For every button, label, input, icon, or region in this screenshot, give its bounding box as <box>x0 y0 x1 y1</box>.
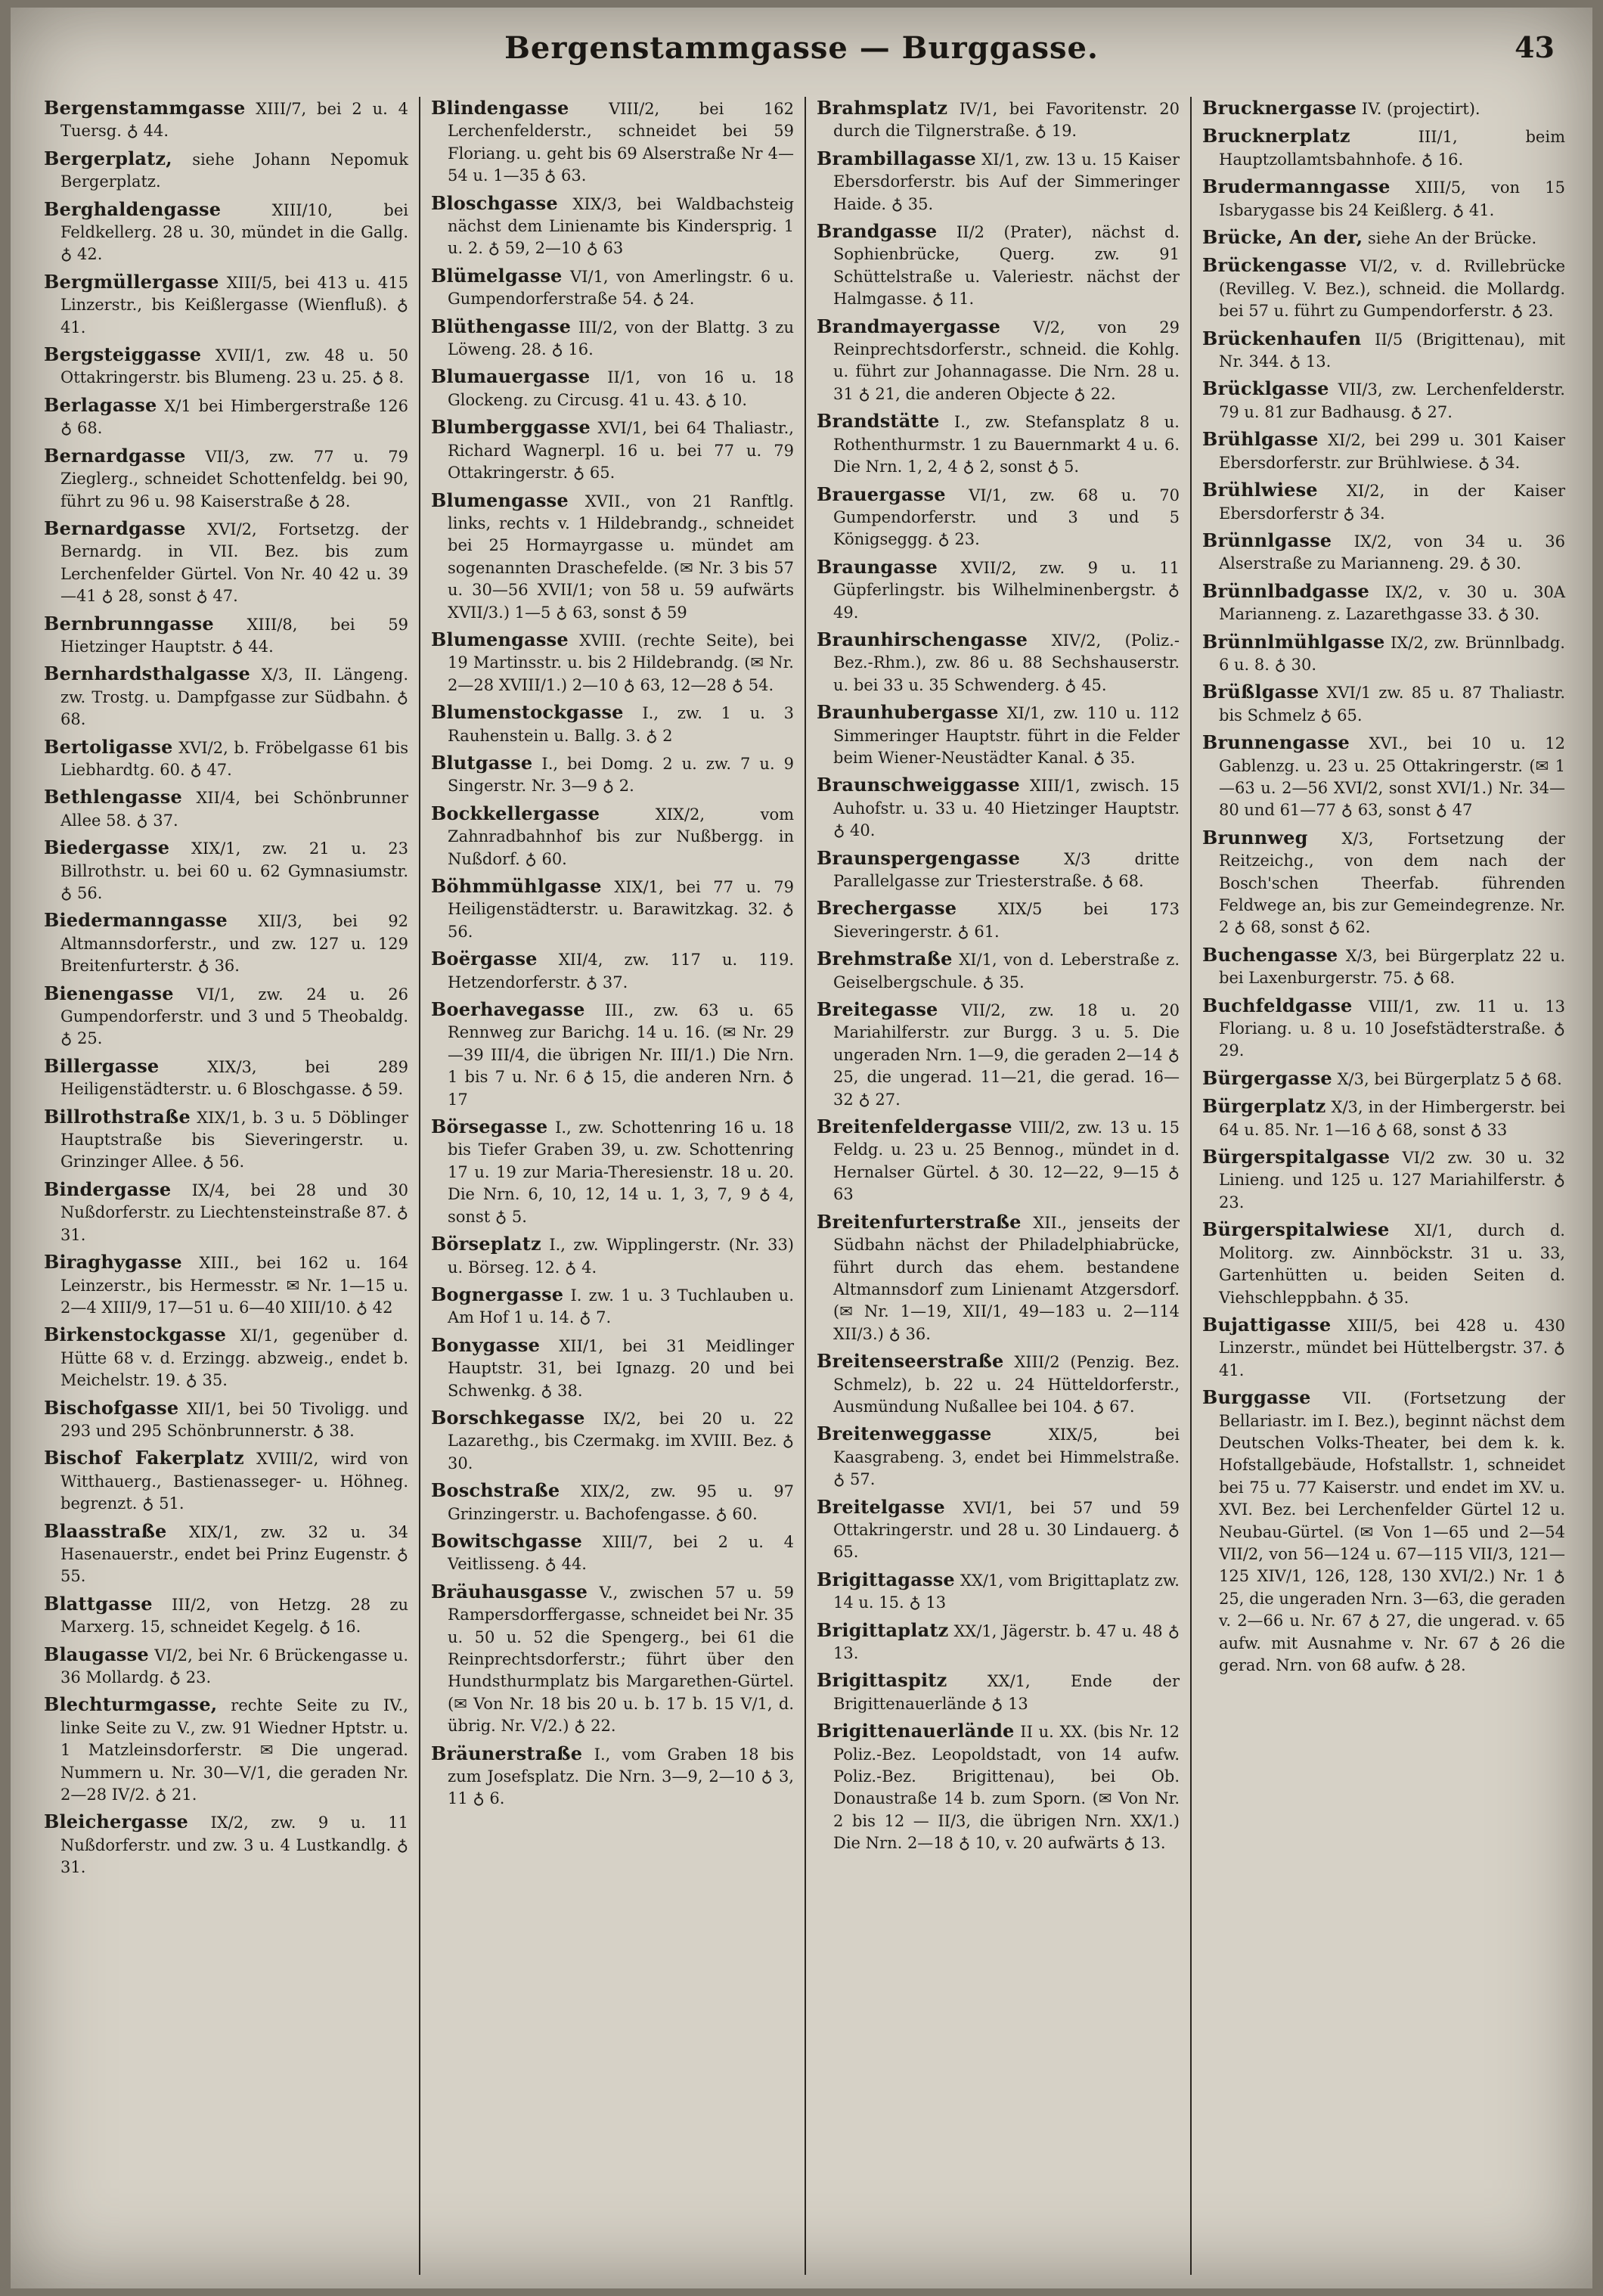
street-name: Brüßlgasse <box>1202 681 1319 703</box>
street-entry <box>44 445 408 513</box>
street-entry <box>1202 125 1565 171</box>
street-name: Brigittagasse <box>817 1568 955 1590</box>
street-description: IX/2, bei 20 u. 22 Lazarethg., bis Czermakg. im XVIII. Bez. ♁ 30. <box>448 1409 794 1472</box>
street-description: XVIII. (rechte Seite), bei 19 Martinsstr. u. bis 2 Hildebrandg. (✉ Nr. 2—28 XVIII/1.) 2—10 ♁ 63, 12—28 ♁ 54. <box>448 631 794 694</box>
street-name: Billrothstraße <box>44 1105 191 1128</box>
street-name: Brückengasse <box>1202 254 1347 277</box>
street-description: XIII/7, bei 2 u. 4 Veitlisseng. ♁ 44. <box>448 1532 794 1574</box>
street-description: XII., jenseits der Südbahn nächst der Philadelphiabrücke, führt durch das ehem. bestandene Altmannsdorf zum Linienamt Atzgersdorf. (✉ Nr. 1—19, XII/1, 49—183 u. 2—114 XII/3.) ♁ 36. <box>833 1213 1180 1343</box>
street-entry <box>817 998 1180 1111</box>
street-description: XVI., bei 10 u. 12 Gablenzg. u. 23 u. 25 Ottakringerstr. (✉ 1—63 u. 2—56 XVI/2, sonst XVI/1.) Nr. 34—80 und 61—77 ♁ 63, sonst ♁ 47 <box>1219 734 1565 820</box>
street-entry <box>44 1643 408 1689</box>
street-name: Bernardgasse <box>44 517 186 539</box>
street-entry <box>44 517 408 608</box>
street-name: Brigittaspitz <box>817 1669 947 1692</box>
street-name: Brunnengasse <box>1202 731 1350 754</box>
street-name: Breitelgasse <box>817 1495 945 1518</box>
street-entry <box>431 192 794 260</box>
street-name: Bürgergasse <box>1202 1066 1332 1089</box>
street-description: XIX/5 bei 173 Sieveringerstr. ♁ 61. <box>833 900 1180 941</box>
street-description: XIX/1, zw. 32 u. 34 Hasenauerstr., endet bei Prinz Eugenstr. ♁ 55. <box>60 1522 408 1586</box>
street-entry <box>44 1397 408 1443</box>
street-description: XI/1, von d. Leberstraße z. Geiselbergschule. ♁ 35. <box>833 951 1180 991</box>
street-description: XII/3, bei 92 Altmannsdorferstr., und zw. 127 u. 129 Breitenfurterstr. ♁ 36. <box>60 912 408 976</box>
street-entry <box>817 628 1180 697</box>
street-name: Bowitschgasse <box>431 1529 582 1552</box>
street-name: Bürgerspitalwiese <box>1202 1218 1390 1241</box>
street-description: I., zw. Wipplingerstr. (Nr. 33) u. Börseg. 12. ♁ 4. <box>448 1236 795 1277</box>
street-name: Breitegasse <box>817 998 938 1021</box>
street-name: Breitenfurterstraße <box>817 1210 1022 1233</box>
street-description: VII/3, zw. Lerchenfelderstr. 79 u. 81 zur Badhausg. ♁ 27. <box>1219 380 1565 421</box>
street-description: XIII/5, bei 413 u. 415 Linzerstr., bis Keißlergasse (Wienfluß). ♁ 41. <box>60 273 408 337</box>
street-name: Berlagasse <box>44 393 157 416</box>
street-entry <box>44 271 408 339</box>
column-1 <box>33 97 419 2275</box>
street-entry <box>431 365 794 411</box>
street-description: IX/2, zw. 9 u. 11 Nußdorferstr. und zw. 3 u. 4 Lustkandlg. ♁ 31. <box>60 1814 408 1877</box>
street-description: XVI/1, bei 64 Thaliastr., Richard Wagnerpl. 16 u. bei 77 u. 79 Ottakringerstr. ♁ 65. <box>448 419 794 482</box>
street-description: VII/3, zw. 77 u. 79 Zieglerg., schneidet Schottenfeldg. bei 90, führt zu 96 u. 98 Kaiserstraße ♁ 28. <box>60 447 409 510</box>
street-description: I., bei Domg. 2 u. zw. 7 u. 9 Singerstr. Nr. 3—9 ♁ 2. <box>448 754 794 796</box>
street-entry <box>817 1350 1180 1418</box>
street-entry <box>44 909 408 977</box>
street-name: Bienengasse <box>44 982 174 1004</box>
street-description: VI/1, zw. 24 u. 26 Gumpendorferstr. und 3 und 5 Theobaldg. ♁ 25. <box>60 985 408 1048</box>
street-entry <box>1202 944 1565 990</box>
street-name: Bergsteiggasse <box>44 343 202 366</box>
street-name: Börseplatz <box>431 1233 541 1255</box>
street-description: XVI/1, bei 57 und 59 Ottakringerstr. und 28 u. 30 Lindauerg. ♁ 65. <box>833 1498 1180 1562</box>
street-description: XX/1, vom Brigittaplatz zw. 14 u. 15. ♁ 13 <box>833 1571 1180 1612</box>
street-description: XI/1, durch d. Molitorg. zw. Ainnböckstr. 31 u. 33, Gartenhütten u. beiden Seiten d. Viehschleppbahn. ♁ 35. <box>1219 1221 1565 1307</box>
street-description: XI/1, zw. 110 u. 112 Simmeringer Hauptstr. führt in die Felder beim Wiener-Neustädter Kanal. ♁ 35. <box>833 704 1180 767</box>
street-name: Braunhirschengasse <box>817 628 1028 650</box>
street-entry <box>431 1407 794 1475</box>
street-name: Breitenweggasse <box>817 1423 992 1445</box>
street-name: Bischofgasse <box>44 1396 179 1419</box>
street-description: XII/4, zw. 117 u. 119. Hetzendorferstr. ♁ 37. <box>448 951 794 991</box>
street-description: X/3, II. Längeng. zw. Trostg. u. Dampfgasse zur Südbahn. ♁ 68. <box>60 666 408 729</box>
street-name: Brückenhaufen <box>1202 327 1362 349</box>
street-description: XIII/2 (Penzig. Bez. Schmelz), b. 22 u. 24 Hütteldorferstr., Ausmündung Nußallee bei 104. ♁ 67. <box>833 1353 1180 1416</box>
street-entry <box>1202 1146 1565 1214</box>
street-name: Braunschweiggasse <box>817 774 1020 796</box>
street-entry <box>817 1568 1180 1615</box>
street-entry <box>817 1720 1180 1854</box>
street-entry <box>1202 731 1565 822</box>
street-name: Bürgerplatz <box>1202 1095 1326 1118</box>
street-entry <box>817 1619 1180 1665</box>
street-description: VI/2 zw. 30 u. 32 Linieng. und 125 u. 127 Mariahilferstr. ♁ 23. <box>1219 1149 1565 1212</box>
street-name: Bräuhausgasse <box>431 1580 588 1603</box>
street-entry <box>44 147 408 194</box>
street-description: XI/1, zw. 13 u. 15 Kaiser Ebersdorferstr. bis Auf der Simmeringer Haide. ♁ 35. <box>833 150 1180 213</box>
street-entry <box>817 897 1180 943</box>
street-name: Biedermanngasse <box>44 909 228 932</box>
street-name: Bonygasse <box>431 1333 541 1356</box>
street-name: Bernhardsthalgasse <box>44 662 251 685</box>
street-name: Brandstätte <box>817 410 940 433</box>
street-name: Brauergasse <box>817 482 946 505</box>
street-name: Braungasse <box>817 555 938 578</box>
street-entry <box>817 847 1180 893</box>
street-entry <box>1202 226 1565 250</box>
street-name: Brucknergasse <box>1202 97 1357 119</box>
street-name: Brühlgasse <box>1202 428 1319 451</box>
street-description: XII/1, bei 50 Tivoligg. und 293 und 295 Schönbrunnerstr. ♁ 38. <box>60 1399 408 1440</box>
street-description: II/1, von 16 u. 18 Glockeng. zu Circusg. 41 u. 43. ♁ 10. <box>448 368 794 409</box>
street-entry <box>431 1742 794 1810</box>
street-entry <box>817 147 1180 216</box>
street-name: Brucknerplatz <box>1202 125 1350 147</box>
street-description: XVII/2, zw. 9 u. 11 Güpferlingstr. bis Wilhelminenbergstr. ♁ 49. <box>833 558 1180 622</box>
street-entry <box>44 1520 408 1588</box>
street-name: Brudermanngasse <box>1202 175 1391 198</box>
street-entry <box>431 1479 794 1525</box>
street-description: XI/2, in der Kaiser Ebersdorferstr ♁ 34. <box>1219 482 1565 523</box>
street-name: Böhmmühlgasse <box>431 875 602 897</box>
street-entry <box>44 1055 408 1101</box>
street-description: II u. XX. (bis Nr. 12 Poliz.-Bez. Leopoldstadt, von 14 aufw. Poliz.-Bez. Brigittenau), bei Ob. Donaustraße 14 b. zum Sporn. (✉ Von Nr. 2 bis 12 — II/3, die übrigen Nrn. XX/1.) Die Nrn. 2—18 ♁ 10, v. 20 aufwärts ♁ 13. <box>833 1723 1180 1853</box>
street-description: V., zwischen 57 u. 59 Rampersdorffergasse, schneidet bei Nr. 35 u. 50 u. 52 die Spengerg., bei 61 die Reinprechtsdorferstr.; führt über den Hundsthurmplatz bis Margarethen-Gürtel. (✉ Von Nr. 18 bis 20 u. b. 17 b. 15 V/1, d. übrig. Nr. V/2.) ♁ 22. <box>448 1583 794 1736</box>
street-description: XVII., von 21 Ranftlg. links, rechts v. 1 Hildebrandg., schneidet bei 25 Hormayrgasse u. mündet am sogenannten Draschefelde. (✉ Nr. 3 bis 57 u. 30—56 XVII/1; von 58 u. 59 aufwärts XVII/3.) 1—5 ♁ 63, sonst ♁ 59 <box>448 492 794 622</box>
street-name: Blumengasse <box>431 628 569 650</box>
street-description: siehe An der Brücke. <box>1368 229 1537 248</box>
street-name: Brambillagasse <box>817 147 976 169</box>
street-description: I., zw. 1 u. 3 Rauhenstein u. Ballg. 3. ♁ 2 <box>448 704 794 745</box>
street-entry <box>1202 580 1565 626</box>
street-description: XI/1, gegenüber d. Hütte 68 v. d. Erzingg. abzweig., endet b. Meichelstr. 19. ♁ 35. <box>60 1326 408 1390</box>
street-name: Blumberggasse <box>431 416 591 439</box>
street-name: Borschkegasse <box>431 1406 585 1429</box>
street-entry <box>44 198 408 266</box>
street-description: XIX/2, vom Zahnradbahnhof bis zur Nußbergg. in Nußdorf. ♁ 60. <box>448 805 794 868</box>
street-entry <box>817 701 1180 769</box>
street-description: VI/1, von Amerlingstr. 6 u. Gumpendorferstraße 54. ♁ 24. <box>448 267 794 309</box>
street-description: VI/2, bei Nr. 6 Brückengasse u. 36 Mollardg. ♁ 23. <box>60 1646 408 1686</box>
street-name: Bockkellergasse <box>431 802 600 824</box>
street-entry <box>431 97 794 188</box>
street-entry <box>44 613 408 659</box>
street-entry <box>1202 479 1565 525</box>
street-name: Bethlengasse <box>44 786 182 808</box>
street-entry <box>817 1669 1180 1715</box>
street-entry <box>44 1447 408 1515</box>
street-entry <box>1202 827 1565 939</box>
street-description: XII/4, bei Schönbrunner Allee 58. ♁ 37. <box>60 789 408 830</box>
street-description: IX/2, v. 30 u. 30A Marianneng. z. Lazarethgasse 33. ♁ 30. <box>1219 582 1565 624</box>
street-entry <box>1202 631 1565 677</box>
street-entry <box>44 97 408 143</box>
street-entry <box>817 1423 1180 1491</box>
page-title: Bergenstammgasse — Burggasse. <box>504 30 1099 66</box>
street-description: XI/2, bei 299 u. 301 Kaiser Ebersdorferstr. zur Brühlwiese. ♁ 34. <box>1219 431 1565 472</box>
street-description: X/3, in der Himbergerstr. bei 64 u. 85. Nr. 1—16 ♁ 68, sonst ♁ 33 <box>1219 1098 1565 1139</box>
street-entry <box>431 875 794 943</box>
street-name: Bürgerspitalgasse <box>1202 1146 1391 1168</box>
directory-page <box>11 8 1592 2288</box>
street-entry <box>431 752 794 798</box>
street-description: III., zw. 63 u. 65 Rennweg zur Barichg. 14 u. 16. (✉ Nr. 29—39 III/4, die übrigen Nr. III/1.) Die Nrn. 1 bis 7 u. Nr. 6 ♁ 15, die anderen Nrn. ♁ 17 <box>448 1001 794 1109</box>
street-name: Blaasstraße <box>44 1519 167 1542</box>
street-name: Blattgasse <box>44 1592 153 1615</box>
street-description: XIII/1, zwisch. 15 Auhofstr. u. 33 u. 40 Hietzinger Hauptstr. ♁ 40. <box>833 777 1180 840</box>
street-name: Börsegasse <box>431 1115 548 1138</box>
street-entry <box>1202 1314 1565 1382</box>
street-entry <box>1202 529 1565 576</box>
street-description: IX/4, bei 28 und 30 Nußdorferstr. zu Liechtensteinstraße 87. ♁ 31. <box>60 1181 408 1244</box>
street-description: X/3, bei Bürgerplatz 22 u. bei Laxenburgerstr. 75. ♁ 68. <box>1219 946 1565 988</box>
street-name: Berghaldengasse <box>44 197 222 220</box>
page-header <box>11 30 1592 83</box>
street-entry <box>431 948 794 994</box>
page-number: 43 <box>1515 30 1555 64</box>
street-description: IX/2, zw. Brünnlbadg. 6 u. 8. ♁ 30. <box>1219 633 1565 674</box>
street-entry <box>44 1251 408 1319</box>
street-description: III/1, beim Hauptzollamtsbahnhofe. ♁ 16. <box>1219 128 1565 169</box>
street-entry <box>1202 97 1565 120</box>
street-entry <box>44 736 408 782</box>
street-entry <box>431 1334 794 1402</box>
street-description: XIII/7, bei 2 u. 4 Tuersg. ♁ 44. <box>60 100 408 141</box>
street-description: VII. (Fortsetzung der Bellariastr. im I. Bez.), beginnt nächst dem Deutschen Volks-Theater, bei dem k. k. Hofstallgebäude, Hofstallstr. 1, schneidet bei 75 u. 77 Kaiserstr. und endet im XV. u. XVI. Bez. bei Lerchenfelder Gürtel 12 u. Neubau-Gürtel. (✉ Von 1—65 und 2—54 VII/2, von 56—124 u. 67—115 VII/3, 121—125 XIV/1, 126, 128, 130 XVI/2.) Nr. 1 ♁ 25, die ungeraden Nrn. 3—63, die geraden v. 2—66 u. Nr. 67 ♁ 27, die ungerad. v. 65 aufw. mit Ausnahme v. Nr. 67 ♁ 26 die gerad. Nrn. von 68 aufw. ♁ 28. <box>1219 1389 1565 1674</box>
street-name: Bognergasse <box>431 1283 564 1305</box>
street-name: Bernardgasse <box>44 444 186 467</box>
street-description: I., zw. Stefansplatz 8 u. Rothenthurmstr. 1 zu Bauernmarkt 4 u. 6. Die Nrn. 1, 2, 4 ♁ 2, sonst ♁ 5. <box>833 413 1180 476</box>
street-entry <box>431 265 794 311</box>
street-entry <box>431 1530 794 1576</box>
street-name: Billergasse <box>44 1054 160 1077</box>
street-name: Brahmsplatz <box>817 97 948 119</box>
street-name: Bernbrunngasse <box>44 612 214 635</box>
street-description: VI/2, v. d. Rvillebrücke (Revilleg. V. Bez.), schneid. die Mollardg. bei 57 u. führt zu Gumpendorferstr. ♁ 23. <box>1219 257 1565 321</box>
street-name: Brunnweg <box>1202 826 1308 849</box>
street-entry <box>431 315 794 361</box>
street-name: Bergenstammgasse <box>44 97 246 119</box>
street-entry <box>817 1211 1180 1345</box>
street-name: Breitenseerstraße <box>817 1350 1004 1373</box>
street-name: Blechturmgasse, <box>44 1693 218 1716</box>
street-name: Blindengasse <box>431 97 569 119</box>
street-description: VIII/1, zw. 11 u. 13 Floriang. u. 8 u. 10 Josefstädterstraße. ♁ 29. <box>1219 997 1565 1060</box>
street-description: VII/2, zw. 18 u. 20 Mariahilferstr. zur Burgg. 3 u. 5. Die ungeraden Nrn. 1—9, die geraden 2—14 ♁ 25, die ungerad. 11—21, die gerad. 16—32 ♁ 27. <box>833 1001 1180 1109</box>
street-entry <box>44 1178 408 1246</box>
street-description: I., vom Graben 18 bis zum Josefsplatz. Die Nrn. 3—9, 2—10 ♁ 3, 11 ♁ 6. <box>448 1745 794 1808</box>
street-entry <box>44 1810 408 1879</box>
street-name: Blumenstockgasse <box>431 701 624 724</box>
street-name: Brücke, An der, <box>1202 226 1363 249</box>
street-name: Blaugasse <box>44 1643 149 1665</box>
street-description: XX/1, Jägerstr. b. 47 u. 48 ♁ 13. <box>833 1621 1180 1662</box>
street-name: Breitenfeldergasse <box>817 1115 1012 1138</box>
street-name: Blümelgasse <box>431 264 563 287</box>
street-entry <box>1202 1067 1565 1091</box>
street-name: Brünnlmühlgasse <box>1202 630 1385 653</box>
street-name: Burggasse <box>1202 1386 1311 1409</box>
street-name: Braunhubergasse <box>817 701 999 724</box>
street-entry <box>44 1693 408 1806</box>
street-name: Brigittaplatz <box>817 1618 949 1641</box>
street-description: XIII/10, bei Feldkellerg. 28 u. 30, mündet in die Gallg. ♁ 42. <box>60 200 408 264</box>
street-description: IV. (projectirt). <box>1361 100 1481 118</box>
column-4 <box>1190 97 1576 2275</box>
street-entry <box>817 774 1180 842</box>
street-name: Braunspergengasse <box>817 846 1021 869</box>
street-name: Bindergasse <box>44 1177 172 1200</box>
street-entry <box>1202 327 1565 374</box>
street-name: Brechergasse <box>817 897 957 920</box>
street-name: Bischof Fakerplatz <box>44 1447 244 1469</box>
street-name: Bergmüllergasse <box>44 270 219 293</box>
street-entry <box>431 802 794 870</box>
street-name: Boërgasse <box>431 948 538 970</box>
street-name: Blüthengasse <box>431 315 572 337</box>
street-description: IV/1, bei Favoritenstr. 20 durch die Tilgnerstraße. ♁ 19. <box>833 100 1180 141</box>
street-name: Blutgasse <box>431 751 533 774</box>
street-description: VIII/2, zw. 13 u. 15 Feldg. u. 23 u. 25 Bennog., mündet in d. Hernalser Gürtel. ♁ 30. 12—22, 9—15 ♁ 63 <box>833 1119 1180 1204</box>
street-description: III/2, von der Blattg. 3 zu Löweng. 28. ♁ 16. <box>448 318 794 359</box>
street-index-columns <box>33 97 1576 2275</box>
street-entry <box>44 343 408 389</box>
street-entry <box>431 489 794 624</box>
street-description: XVII/1, zw. 48 u. 50 Ottakringerstr. bis Blumeng. 23 u. 25. ♁ 8. <box>60 346 408 387</box>
street-name: Brandgasse <box>817 220 938 243</box>
street-entry <box>1202 681 1565 727</box>
street-description: XIII/5, von 15 Isbarygasse bis 24 Keißlerg. ♁ 41. <box>1219 178 1565 219</box>
street-name: Brehmstraße <box>817 948 953 970</box>
street-name: Bräunerstraße <box>431 1742 583 1764</box>
street-name: Buchengasse <box>1202 943 1338 966</box>
street-entry <box>1202 254 1565 322</box>
street-name: Bergerplatz, <box>44 147 172 169</box>
street-description: II/2 (Prater), nächst d. Sophienbrücke, Querg. zw. 91 Schüttelstraße u. Valeriestr. nächst der Halmgasse. ♁ 11. <box>833 223 1180 309</box>
street-description: XVI/1 zw. 85 u. 87 Thaliastr. bis Schmelz ♁ 65. <box>1219 684 1566 724</box>
street-name: Brücklgasse <box>1202 377 1329 400</box>
street-description: X/3, Fortsetzung der Reitzeichg., von dem nach der Bosch'schen Theerfab. führenden Feldwege an, bis zur Gemeindegrenze. Nr. 2 ♁ 68, sonst ♁ 62. <box>1219 829 1565 937</box>
street-name: Bujattigasse <box>1202 1313 1332 1336</box>
street-entry <box>1202 1386 1565 1677</box>
street-description: XIV/2, (Poliz.-Bez.-Rhm.), zw. 86 u. 88 Sechshauserstr. u. bei 33 u. 35 Schwenderg. ♁ 45. <box>833 631 1180 694</box>
street-description: XIX/2, zw. 95 u. 97 Grinzingerstr. u. Bachofengasse. ♁ 60. <box>448 1482 794 1523</box>
street-entry <box>1202 428 1565 474</box>
street-name: Brühlwiese <box>1202 479 1318 501</box>
street-name: Boerhavegasse <box>431 998 585 1021</box>
street-entry <box>1202 1095 1565 1141</box>
street-description: XVI/2, Fortsetzg. der Bernardg. in VII. Bez. bis zum Lerchenfelder Gürtel. Von Nr. 40 42 u. 39—41 ♁ 28, sonst ♁ 47. <box>60 520 408 606</box>
street-name: Bertoligasse <box>44 735 173 758</box>
street-description: XIII., bei 162 u. 164 Leinzerstr., bis Hermesstr. ✉ Nr. 1—15 u. 2—4 XIII/9, 17—51 u. 6—40 XIII/10. ♁ 42 <box>60 1254 408 1317</box>
street-name: Brigittenauerlände <box>817 1720 1015 1742</box>
street-name: Birkenstockgasse <box>44 1323 227 1346</box>
street-name: Boschstraße <box>431 1479 560 1502</box>
street-entry <box>44 1323 408 1392</box>
street-description: V/2, von 29 Reinprechtsdorferstr., schneid. die Kohlg. u. führt zur Johannagasse. Die Nrn. 28 u. 31 ♁ 21, die anderen Objecte ♁ 22. <box>833 318 1180 403</box>
street-description: IX/2, von 34 u. 36 Alserstraße zu Marianneng. 29. ♁ 30. <box>1219 532 1566 573</box>
street-description: X/3 dritte Parallelgasse zur Triesterstraße. ♁ 68. <box>833 849 1180 890</box>
street-description: III/2, von Hetzg. 28 zu Marxerg. 15, schneidet Kegelg. ♁ 16. <box>60 1595 408 1637</box>
street-description: XIX/1, b. 3 u. 5 Döblinger Hauptstraße bis Sieveringerstr. u. Grinzinger Allee. ♁ 56. <box>60 1108 408 1171</box>
street-description: XII/1, bei 31 Meidlinger Hauptstr. 31, bei Ignazg. 20 und bei Schwenkg. ♁ 38. <box>448 1336 794 1400</box>
street-description: I. zw. 1 u. 3 Tuchlauben u. Am Hof 1 u. 14. ♁ 7. <box>448 1286 795 1327</box>
street-entry <box>1202 175 1565 222</box>
street-name: Buchfeldgasse <box>1202 994 1353 1016</box>
street-description: XIX/1, bei 77 u. 79 Heiligenstädterstr. u. Barawitzkag. 32. ♁ 56. <box>448 878 794 941</box>
column-2 <box>419 97 805 2275</box>
street-entry <box>817 1496 1180 1564</box>
street-entry <box>431 416 794 484</box>
street-entry <box>1202 377 1565 424</box>
street-entry <box>44 662 408 731</box>
street-entry <box>44 982 408 1050</box>
street-entry <box>44 786 408 832</box>
street-description: XIX/3, bei Waldbachsteig nächst dem Linienamte bis Kindersprig. 1 u. 2. ♁ 59, 2—10 ♁ 63 <box>448 194 794 258</box>
street-name: Bloschgasse <box>431 191 558 214</box>
street-entry <box>817 483 1180 551</box>
street-description: XIX/1, zw. 21 u. 23 Billrothstr. u. bei 60 u. 62 Gymnasiumstr. ♁ 56. <box>60 839 408 902</box>
street-name: Blumauergasse <box>431 365 591 388</box>
street-entry <box>817 948 1180 994</box>
street-entry <box>44 1593 408 1639</box>
street-description: rechte Seite zu IV., linke Seite zu V., zw. 91 Wiedner Hptstr. u. 1 Matzleinsdorferstr. ✉ Die ungerad. Nummern u. Nr. 30—V/1, die geraden Nr. 2—28 IV/2. ♁ 21. <box>60 1696 408 1804</box>
street-entry <box>431 1283 794 1330</box>
street-entry <box>431 1581 794 1738</box>
street-name: Biedergasse <box>44 836 170 859</box>
street-description: X/1 bei Himbergerstraße 126 ♁ 68. <box>60 396 408 438</box>
street-description: VIII/2, bei 162 Lerchenfelderstr., schneidet bei 59 Floriang. u. geht bis 69 Alserstraße Nr 4—54 u. 1—35 ♁ 63. <box>448 100 794 185</box>
street-name: Brandmayergasse <box>817 315 1001 337</box>
street-description: II/5 (Brigittenau), mit Nr. 344. ♁ 13. <box>1219 330 1565 371</box>
street-entry <box>431 998 794 1111</box>
street-entry <box>817 1115 1180 1206</box>
column-3 <box>805 97 1190 2275</box>
street-description: XVI/2, b. Fröbelgasse 61 bis Liebhardtg. 60. ♁ 47. <box>60 738 408 779</box>
street-entry <box>817 315 1180 406</box>
street-entry <box>817 556 1180 624</box>
street-entry <box>431 628 794 697</box>
street-name: Biraghygasse <box>44 1251 182 1274</box>
street-name: Bleichergasse <box>44 1810 188 1833</box>
street-name: Brünnlgasse <box>1202 529 1332 551</box>
street-name: Brünnlbadgasse <box>1202 579 1369 602</box>
street-entry <box>431 1233 794 1279</box>
street-entry <box>1202 994 1565 1063</box>
street-description: XIX/3, bei 289 Heiligenstädterstr. u. 6 Bloschgasse. ♁ 59. <box>60 1057 408 1099</box>
street-description: XX/1, Ende der Brigittenauerlände ♁ 13 <box>833 1672 1180 1713</box>
street-entry <box>431 701 794 747</box>
street-entry <box>817 97 1180 143</box>
street-description: I., zw. Schottenring 16 u. 18 bis Tiefer Graben 39, u. zw. Schottenring 17 u. 19 zur Maria-Theresienstr. 18 u. 20. Die Nrn. 6, 10, 12, 14 u. 1, 3, 7, 9 ♁ 4, sonst ♁ 5. <box>448 1119 794 1226</box>
street-entry <box>431 1115 794 1228</box>
street-entry <box>817 220 1180 311</box>
street-description: XIX/5, bei Kaasgrabeng. 3, endet bei Himmelstraße. ♁ 57. <box>833 1426 1180 1489</box>
street-entry <box>44 394 408 440</box>
street-description: siehe Johann Nepomuk Bergerplatz. <box>60 150 408 191</box>
street-description: XIII/8, bei 59 Hietzinger Hauptstr. ♁ 44. <box>60 615 408 656</box>
street-entry <box>44 836 408 904</box>
street-description: X/3, bei Bürgerplatz 5 ♁ 68. <box>1337 1069 1562 1088</box>
street-entry <box>817 410 1180 478</box>
street-description: XIII/5, bei 428 u. 430 Linzerstr., mündet bei Hüttelbergstr. 37. ♁ 41. <box>1219 1316 1565 1379</box>
street-entry <box>44 1106 408 1174</box>
street-description: XVIII/2, wird von Witthauerg., Bastienasseger- u. Höhneg. begrenzt. ♁ 51. <box>60 1450 409 1513</box>
street-description: VI/1, zw. 68 u. 70 Gumpendorferstr. und 3 und 5 Königseggg. ♁ 23. <box>833 486 1180 549</box>
street-name: Blumengasse <box>431 489 569 511</box>
street-entry <box>1202 1218 1565 1309</box>
